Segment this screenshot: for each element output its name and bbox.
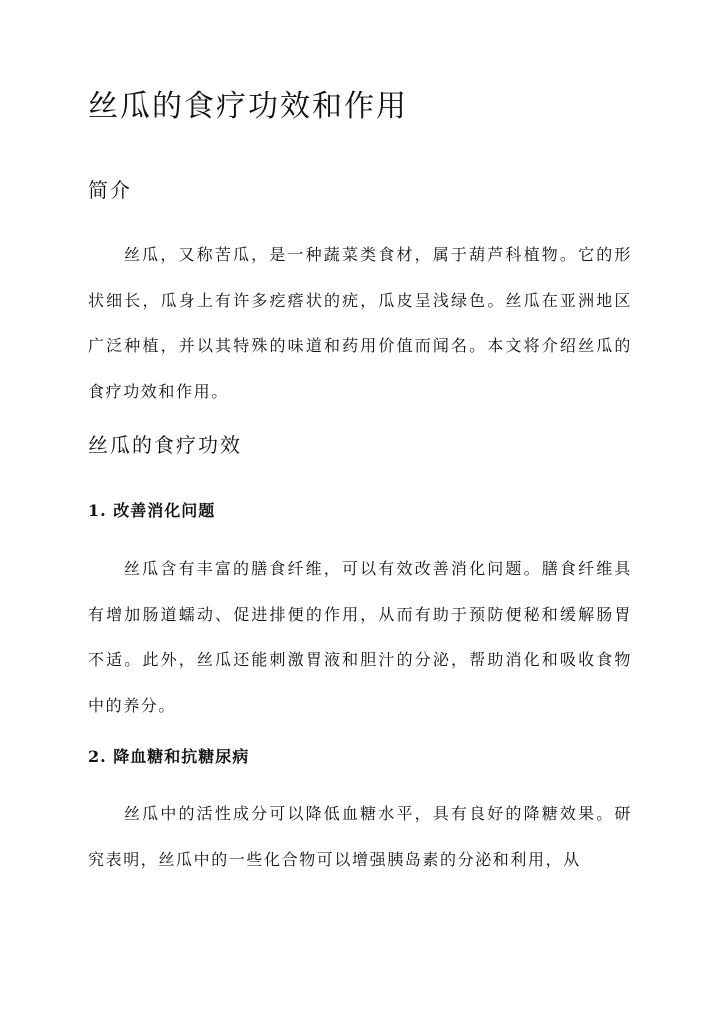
digestion-paragraph: 丝瓜含有丰富的膳食纤维，可以有效改善消化问题。膳食纤维具有增加肠道蠕动、促进排便的作用，从而有助于预防便秘和缓解肠胃不适。此外，丝瓜还能刺激胃液和胆汁的分泌，帮助消化和吸收食物中的养分。 — [88, 559, 632, 715]
intro-paragraph: 丝瓜，又称苦瓜，是一种蔬菜类食材，属于葫芦科植物。它的形状细长，瓜身上有许多疙瘩状的疣，瓜皮呈浅绿色。丝瓜在亚洲地区广泛种植，并以其特殊的味道和药用价值而闻名。本文将介绍丝瓜的食疗功效和作用。 — [88, 245, 632, 401]
blood-sugar-paragraph: 丝瓜中的活性成分可以降低血糖水平，具有良好的降糖效果。研究表明，丝瓜中的一些化合物可以增强胰岛素的分泌和利用，从 — [88, 804, 632, 869]
section-heading-intro: 简介 — [88, 178, 132, 202]
subsection-heading-blood-sugar: 2. 降血糖和抗糖尿病 — [88, 747, 250, 766]
document-title: 丝瓜的食疗功效和作用 — [88, 89, 408, 124]
subsection-heading-digestion: 1. 改善消化问题 — [88, 501, 216, 520]
section-heading-benefits: 丝瓜的食疗功效 — [88, 433, 242, 457]
